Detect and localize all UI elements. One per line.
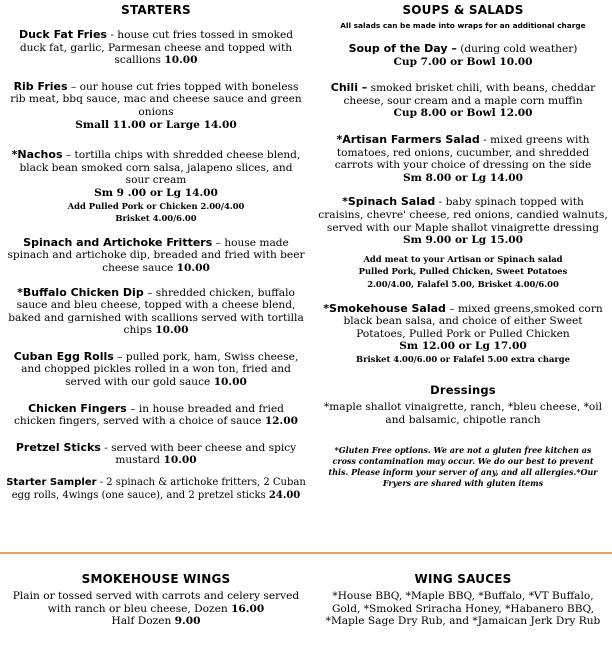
item-extra: Brisket 4.00/6.00 [115, 213, 197, 224]
item-name: *Smokehouse Salad [323, 301, 446, 315]
menu-item-starter-sampler [6, 477, 306, 502]
item-desc: – tortilla chips with shredded cheese blend, black bean smoked corn salsa, jalapeno slices, and sour cream [19, 149, 301, 187]
starters-section [6, 0, 306, 502]
item-name: *Artisan Farmers Salad [336, 132, 480, 146]
menu-item-buffalo-chicken-dip [6, 287, 306, 337]
section-divider [0, 552, 612, 554]
item-extra: Brisket 4.00/6.00 or Falafel 5.00 extra charge [355, 353, 570, 364]
item-name: Cuban Egg Rolls [13, 349, 114, 363]
item-price: 10.00 [163, 454, 197, 467]
item-desc: – mixed greens,smoked corn black bean salsa, and choice of either Sweet Potatoes, Pulled Pork or Pulled Chicken [343, 302, 603, 340]
starters-heading: STARTERS [121, 3, 191, 17]
item-price: Cup 7.00 or Bowl 10.00 [393, 55, 533, 68]
item-price: Sm 12.00 or Lg 17.00 [399, 340, 527, 353]
menu-item-chicken-fingers [6, 403, 306, 428]
item-desc: – our house cut fries topped with boneless rib meat, bbq sauce, mac and cheese sauce and green onions [10, 80, 302, 118]
wings-half-label: Half Dozen [111, 615, 172, 628]
item-name: *Nachos [11, 148, 63, 162]
menu-item-pretzel-sticks [6, 442, 306, 467]
menu-item-soup-of-the-day [318, 43, 608, 68]
item-name: Rib Fries [13, 79, 68, 93]
sauces-heading: WING SAUCES [414, 572, 512, 586]
item-desc: – shredded chicken, buffalo sauce and bleu cheese, topped with a cheese blend, baked and garnished with scallions served with tortilla chips [8, 286, 304, 337]
gluten-free-note: *Gluten Free options. We are not a gluten free kitchen as cross contamination may occur. We do our best to prevent this. Please inform your server of any, and all allergies.*Our Fryers are shared with gluten items [328, 444, 598, 488]
item-desc: - served with beer cheese and spicy mustard [100, 441, 297, 467]
menu-item-smokehouse-salad [318, 303, 608, 366]
item-name: Chicken Fingers [28, 401, 127, 415]
item-price: 24.00 [268, 489, 301, 501]
item-price: 10.00 [176, 261, 210, 274]
menu-item-duck-fat-fries [6, 29, 306, 67]
wings-section [6, 572, 306, 628]
item-name: Duck Fat Fries [18, 28, 107, 41]
dressings-list: *maple shallot vinaigrette, ranch, *bleu cheese, *oil and balsamic, chipotle ranch [323, 401, 603, 427]
wings-text: Plain or tossed served with carrots and celery served with ranch or bleu cheese, Dozen [12, 590, 300, 615]
add-meat-line: 2.00/4.00, Falafel 5.00, Brisket 4.00/6.00 [367, 278, 559, 289]
item-name: *Buffalo Chicken Dip [17, 285, 144, 299]
add-meat-line: Add meat to your Artisan or Spinach salad [363, 253, 563, 264]
item-desc: – pulled pork, ham, Swiss cheese, and chopped pickles rolled in a won ton, fried and served with our gold sauce [21, 350, 299, 389]
item-name: Starter Sampler [6, 477, 97, 489]
wings-description [6, 590, 306, 628]
item-desc: - mixed greens with tomatoes, red onions, cucumber, and shredded carrots with your choice of dressing on the side [334, 133, 592, 172]
soups-salads-section [318, 0, 608, 497]
wings-heading: SMOKEHOUSE WINGS [81, 572, 231, 586]
item-price: Cup 8.00 or Bowl 12.00 [393, 107, 533, 120]
item-name: Spinach and Artichoke Fritters [23, 235, 213, 249]
item-price: 12.00 [264, 415, 298, 428]
item-name: *Spinach Salad [342, 195, 436, 209]
dressings-heading: Dressings [430, 383, 496, 398]
menu-item-chili [318, 82, 608, 120]
item-price: Small 11.00 or Large 14.00 [75, 118, 237, 131]
menu-item-nachos [6, 149, 306, 225]
item-desc: - baby spinach topped with craisins, chevre' cheese, red onions, candied walnuts, served with our Maple shallot vinaigrette dressing [318, 196, 608, 234]
item-desc: (during cold weather) [456, 43, 578, 55]
item-price: Sm 8.00 or Lg 14.00 [402, 171, 524, 184]
menu-item-spinach-salad [318, 196, 608, 246]
item-name: Chili – [330, 81, 368, 95]
wing-sauces-section [318, 572, 608, 628]
item-price: 10.00 [155, 324, 189, 337]
sauces-list: *House BBQ, *Maple BBQ, *Buffalo, *VT Buffalo, Gold, *Smoked Sriracha Honey, *Habanero BBQ, *Maple Sage Dry Rub, and *Jamaican Jerk Dry Rub [325, 590, 601, 628]
salads-wrap-note: All salads can be made into wraps for an additional charge [340, 21, 586, 30]
item-desc: - house cut fries tossed in smoked duck fat, garlic, Parmesan cheese and topped with scallions [19, 29, 294, 67]
item-desc: smoked brisket chili, with beans, cheddar cheese, sour cream and a maple corn muffin [343, 82, 596, 107]
add-meat-note [318, 253, 608, 291]
item-desc: – house made spinach and artichoke dip, breaded and fried with beer cheese sauce [7, 236, 305, 274]
menu-item-rib-fries [6, 81, 306, 131]
item-price: Sm 9 .00 or Lg 14.00 [94, 186, 218, 199]
item-price: Sm 9.00 or Lg 15.00 [402, 234, 524, 247]
item-name: Pretzel Sticks [15, 440, 101, 454]
wings-half-price: 9.00 [174, 615, 201, 628]
item-price: 10.00 [164, 54, 198, 67]
item-desc: - 2 spinach & artichoke fritters, 2 Cuban egg rolls, 4wings (one sauce), and 2 pretzel sticks [11, 477, 306, 501]
item-extra: Add Pulled Pork or Chicken 2.00/4.00 [67, 200, 245, 211]
menu-item-cuban-egg-rolls [6, 351, 306, 389]
menu-item-artisan-salad [318, 134, 608, 184]
soups-heading: SOUPS & SALADS [402, 3, 524, 17]
item-desc: – in house breaded and fried chicken fingers, served with a choice of sauce [14, 402, 284, 428]
item-name: Soup of the Day – [348, 42, 457, 55]
wings-dozen-price: 16.00 [231, 602, 265, 615]
add-meat-line: Pulled Pork, Pulled Chicken, Sweet Potatoes [358, 266, 568, 277]
item-price: 10.00 [213, 376, 247, 389]
menu-item-spinach-fritters [6, 237, 306, 275]
